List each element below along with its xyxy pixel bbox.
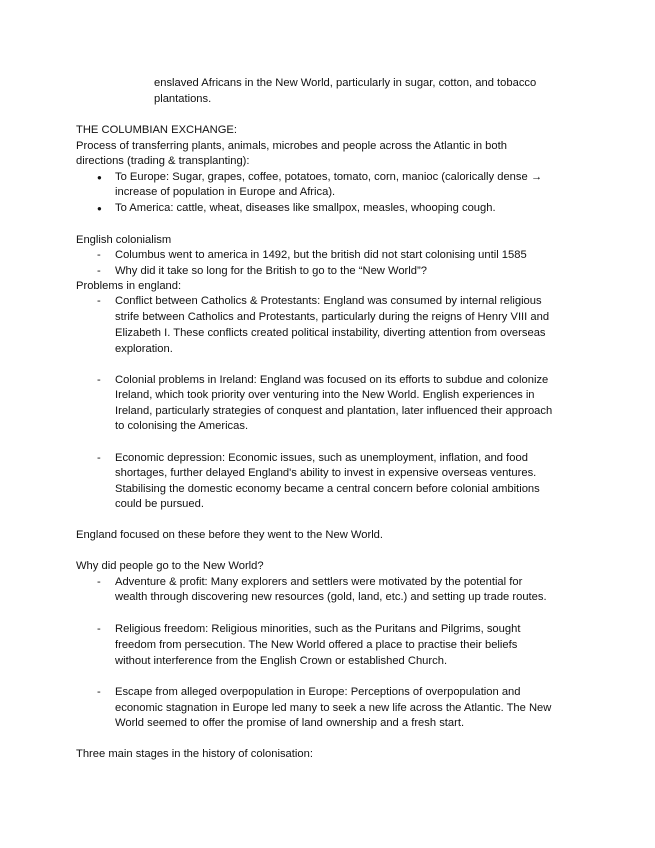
list-item-continuation: Elizabeth I. These conflicts created political instability, diverting attention from overseas <box>115 327 546 339</box>
list-item-continuation: wealth through discovering new resources (gold, land, etc.) and setting up trade routes. <box>115 591 547 603</box>
list-item-continuation: Ireland, which took priority over venturing into the New World. English experiences in <box>115 389 535 401</box>
list-item-continuation: World seemed to offer the promise of land ownership and a fresh start. <box>115 717 465 729</box>
section-heading-three-stages: Three main stages in the history of colonisation: <box>76 748 313 760</box>
list-item-continuation: economic stagnation in Europe led many to seek a new life across the Atlantic. The New <box>115 702 552 714</box>
dash-marker: - <box>97 295 101 307</box>
paragraph-line: directions (trading & transplanting): <box>76 155 250 167</box>
list-item: To America: cattle, wheat, diseases like smallpox, measles, whooping cough. <box>115 202 496 214</box>
bullet-icon: ● <box>97 173 102 182</box>
list-item: Religious freedom: Religious minorities, such as the Puritans and Pilgrims, sought <box>115 623 521 635</box>
list-item-continuation: Stabilising the domestic economy became a central concern before colonial ambitions <box>115 483 540 495</box>
list-item: Colonial problems in Ireland: England was focused on its efforts to subdue and colonize <box>115 374 549 386</box>
list-item: To Europe: Sugar, grapes, coffee, potatoes, tomato, corn, manioc (calorically dense → <box>115 171 543 183</box>
list-item: Conflict between Catholics & Protestants: England was consumed by internal religious <box>115 295 542 307</box>
section-heading-english-colonialism: English colonialism <box>76 234 172 246</box>
dash-marker: - <box>97 265 101 277</box>
list-item-continuation: strife between Catholics and Protestants, particularly during the reigns of Henry VIII and <box>115 311 550 323</box>
paragraph-line: Process of transferring plants, animals, microbes and people across the Atlantic in both <box>76 140 507 152</box>
bullet-icon: ● <box>97 204 102 213</box>
dash-marker: - <box>97 374 101 386</box>
list-item: Adventure & profit: Many explorers and settlers were motivated by the potential for <box>115 576 523 588</box>
intro-line: enslaved Africans in the New World, particularly in sugar, cotton, and tobacco <box>154 77 537 89</box>
list-item-continuation: without interference from the English Crown or established Church. <box>115 655 448 667</box>
list-item: Economic depression: Economic issues, such as unemployment, inflation, and food <box>115 452 528 464</box>
list-item-continuation: Ireland, particularly strategies of conquest and plantation, later influenced their approach <box>115 405 553 417</box>
list-item-continuation: to colonising the Americas. <box>115 420 249 432</box>
list-item-continuation: could be pursued. <box>115 498 204 510</box>
list-item: Why did it take so long for the British to go to the “New World”? <box>115 265 427 277</box>
section-heading-why-new-world: Why did people go to the New World? <box>76 560 264 572</box>
list-item: Escape from alleged overpopulation in Europe: Perceptions of overpopulation and <box>115 686 521 698</box>
section-heading-columbian-exchange: THE COLUMBIAN EXCHANGE: <box>76 124 238 136</box>
dash-marker: - <box>97 623 101 635</box>
section-heading-problems: Problems in england: <box>76 280 182 292</box>
list-item-continuation: increase of population in Europe and Africa). <box>115 186 336 198</box>
list-item-continuation: shortages, further delayed England's ability to invest in expensive overseas ventures. <box>115 467 537 479</box>
dash-marker: - <box>97 452 101 464</box>
dash-marker: - <box>97 249 101 261</box>
dash-marker: - <box>97 686 101 698</box>
paragraph-line: England focused on these before they went to the New World. <box>76 529 384 541</box>
intro-line: plantations. <box>154 93 212 105</box>
dash-marker: - <box>97 576 101 588</box>
list-item: Columbus went to america in 1492, but the british did not start colonising until 1585 <box>115 249 527 261</box>
list-item-continuation: exploration. <box>115 343 173 355</box>
list-item-continuation: freedom from persecution. The New World offered a place to practise their beliefs <box>115 639 518 651</box>
